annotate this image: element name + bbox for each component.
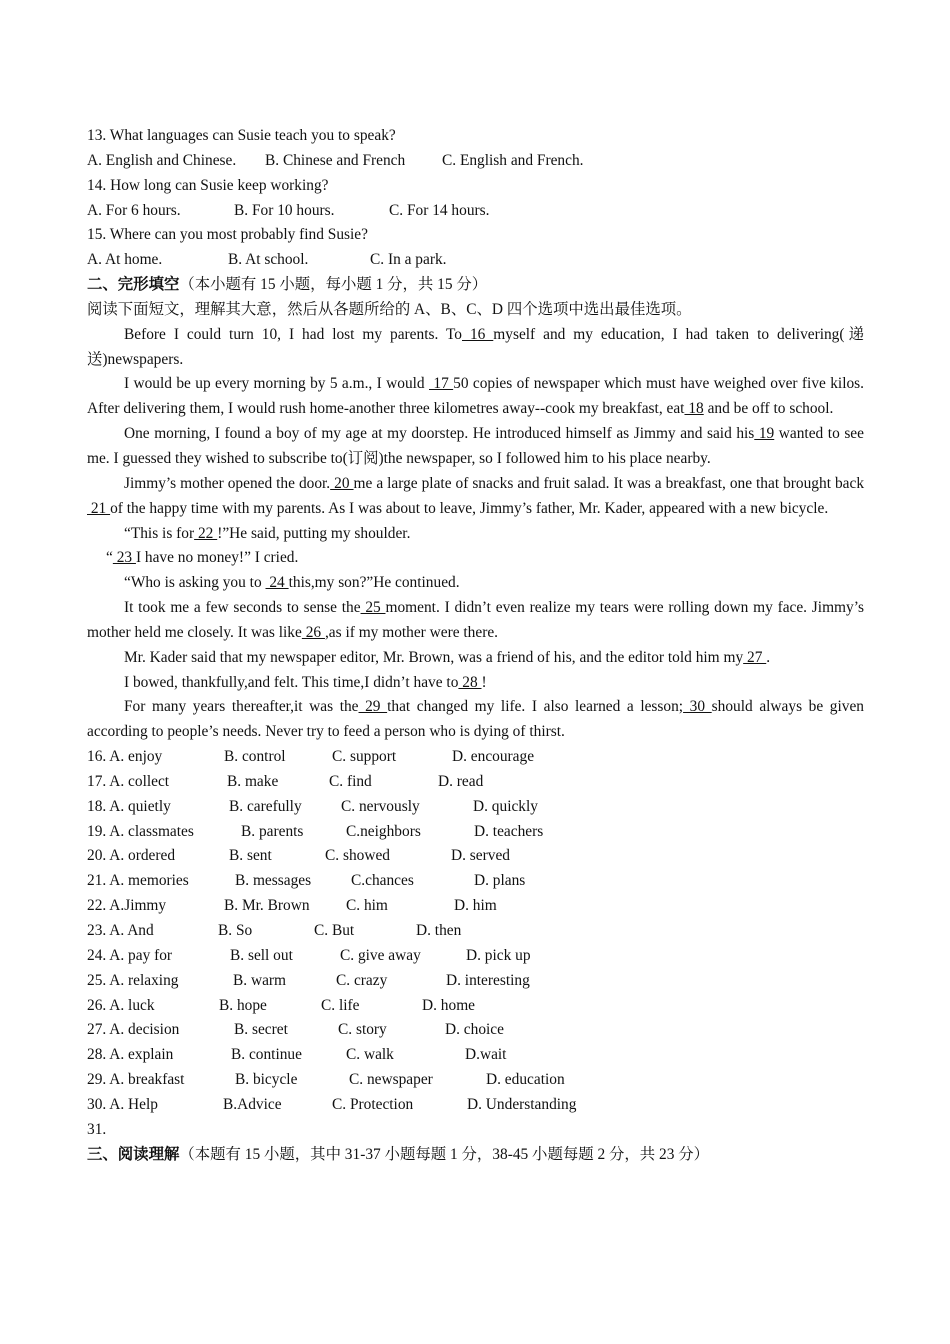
q30-option-c: C. Protection — [332, 1095, 414, 1113]
question-15-stem: 15. Where can you most probably find Susie? — [87, 226, 368, 244]
q24-option-d: D. pick up — [466, 946, 531, 964]
q25-option-b: B. warm — [233, 971, 287, 989]
section-3-note: （本题有 15 小题，其中 31-37 小题每题 1 分，38-45 小题每题 2 分，共 23 分） — [179, 1145, 710, 1163]
question-29-options — [87, 1068, 864, 1093]
question-15-options — [87, 248, 864, 273]
q26-option-c: C. life — [321, 996, 360, 1014]
q27-option-a: 27. A. decision — [87, 1021, 180, 1039]
passage-paragraph-2: I would be up every morning by 5 a.m., I would 17 50 copies of newspaper which must have weighed over five kilos. After delivering them, I would rush home-another three kilometres away--cook my breakfast, eat 18 and be off to school. — [87, 375, 864, 418]
question-17-options — [87, 770, 864, 795]
q30-option-d: D. Understanding — [467, 1095, 577, 1113]
passage-paragraph-8: It took me a few seconds to sense the 25 moment. I didn’t even realize my tears were rolling down my face. Jimmy’s mother held me closely. It was like 26 ,as if my mother were there. — [87, 599, 864, 641]
q29-option-c: C. newspaper — [349, 1071, 433, 1089]
question-21-options — [87, 869, 864, 894]
question-24-options — [87, 944, 864, 969]
question-16-options — [87, 745, 864, 770]
q28-option-d: D.wait — [465, 1046, 507, 1064]
question-18-options — [87, 795, 864, 820]
question-13-options — [87, 149, 864, 174]
q23-option-b: B. So — [218, 922, 253, 939]
blank-27: 27 — [743, 648, 767, 666]
q28-option-a: 28. A. explain — [87, 1046, 174, 1064]
section-2-heading — [87, 273, 864, 298]
question-20-options — [87, 844, 864, 869]
blank-20: 20 — [330, 474, 354, 492]
question-27-options — [87, 1018, 864, 1043]
section-3-heading — [87, 1143, 864, 1168]
q13-option-a: A. English and Chinese. — [87, 151, 237, 169]
question-31-number: 31. — [87, 1120, 107, 1138]
passage-paragraph-6: “ 23 I have no money!” I cried. — [106, 549, 299, 567]
q19-option-b: B. parents — [241, 822, 304, 840]
question-26-options — [87, 994, 864, 1019]
question-30-options — [87, 1093, 864, 1118]
q13-option-c: C. English and French. — [442, 151, 584, 169]
q26-option-d: D. home — [422, 996, 476, 1014]
question-13-stem: 13. What languages can Susie teach you to speak? — [87, 127, 396, 144]
q21-option-b: B. messages — [235, 872, 312, 890]
q29-option-b: B. bicycle — [235, 1071, 298, 1089]
question-23-options — [87, 919, 864, 944]
q27-option-d: D. choice — [445, 1021, 504, 1039]
passage-paragraph-11: For many years thereafter,it was the 29 that changed my life. I also learned a lesson; 30 should always be given according to people’s needs. Never try to feed a person who is dying of thirst. — [87, 698, 864, 741]
q26-option-a: 26. A. luck — [87, 996, 155, 1014]
q16-option-b: B. control — [224, 748, 286, 766]
q18-option-c: C. nervously — [341, 797, 420, 815]
q20-option-c: C. showed — [325, 847, 390, 865]
q30-option-b: B.Advice — [223, 1095, 282, 1113]
q25-option-d: D. interesting — [446, 971, 530, 989]
blank-17: 17 — [429, 375, 454, 393]
q27-option-c: C. story — [338, 1021, 387, 1039]
section-2-instruction: 阅读下面短文，理解其大意，然后从各题所给的 A、B、C、D 四个选项中选出最佳选项。 — [87, 300, 692, 318]
q25-option-a: 25. A. relaxing — [87, 971, 179, 989]
question-25-options — [87, 969, 864, 994]
blank-29: 29 — [358, 698, 388, 716]
q28-option-b: B. continue — [231, 1046, 302, 1064]
passage-paragraph-5: “This is for 22 !”He said, putting my shoulder. — [124, 524, 411, 542]
q21-option-c: C.chances — [351, 872, 414, 890]
section-2-note: （本小题有 15 小题，每小题 1 分，共 15 分） — [179, 276, 488, 294]
q24-option-a: 24. A. pay for — [87, 946, 173, 964]
q18-option-d: D. quickly — [473, 797, 538, 815]
q23-option-d: D. then — [416, 922, 462, 939]
q18-option-b: B. carefully — [229, 797, 302, 815]
q25-option-c: C. crazy — [336, 971, 388, 989]
q14-option-c: C. For 14 hours. — [389, 201, 490, 219]
q17-option-d: D. read — [438, 772, 484, 790]
blank-30: 30 — [683, 698, 712, 716]
answer-options-list — [87, 745, 864, 1118]
question-22-options — [87, 894, 864, 919]
document-page — [87, 124, 864, 1167]
passage-paragraph-10: I bowed, thankfully,and felt. This time,I didn’t have to 28 ! — [124, 673, 487, 691]
q16-option-d: D. encourage — [452, 748, 535, 766]
section-2-title: 二、完形填空 — [87, 276, 180, 294]
passage-paragraph-4: Jimmy’s mother opened the door. 20 me a large plate of snacks and fruit salad. It was a breakfast, one that brought back 21 of the happy time with my parents. As I was about to leave, Jimmy’s father, Mr. Kader, appeared with a new bicycle. — [87, 474, 865, 517]
blank-26: 26 — [301, 623, 325, 641]
q18-option-a: 18. A. quietly — [87, 797, 171, 815]
q20-option-b: B. sent — [229, 847, 272, 865]
blank-22: 22 — [194, 524, 218, 542]
q28-option-c: C. walk — [346, 1046, 394, 1064]
section-3-title: 三、阅读理解 — [87, 1145, 180, 1163]
q29-option-a: 29. A. breakfast — [87, 1071, 185, 1089]
question-14-stem: 14. How long can Susie keep working? — [87, 176, 329, 194]
q19-option-a: 19. A. classmates — [87, 822, 194, 840]
q22-option-c: C. him — [346, 897, 388, 915]
q13-option-b: B. Chinese and French — [265, 151, 406, 169]
q27-option-b: B. secret — [234, 1021, 288, 1039]
q21-option-d: D. plans — [474, 872, 526, 890]
q22-option-b: B. Mr. Brown — [224, 897, 310, 915]
blank-19: 19 — [754, 425, 775, 443]
q20-option-a: 20. A. ordered — [87, 847, 176, 865]
blank-16: 16 — [462, 325, 494, 343]
blank-24: 24 — [265, 574, 289, 592]
q19-option-d: D. teachers — [474, 822, 544, 840]
q22-option-a: 22. A.Jimmy — [87, 897, 167, 915]
passage-paragraph-9: Mr. Kader said that my newspaper editor, Mr. Brown, was a friend of his, and the editor told him my 27 . — [124, 648, 771, 666]
passage-paragraph-7: “Who is asking you to 24 this,my son?”He continued. — [124, 574, 460, 592]
q22-option-d: D. him — [454, 897, 497, 915]
q16-option-c: C. support — [332, 748, 397, 766]
q19-option-c: C.neighbors — [346, 822, 421, 840]
passage-paragraph-3: One morning, I found a boy of my age at my doorstep. He introduced himself as Jimmy and said his 19 wanted to see me. I guessed they wished to subscribe to(订阅)the newspaper, so I followed him to his place nearby. — [87, 425, 864, 467]
q24-option-b: B. sell out — [230, 946, 293, 964]
question-19-options — [87, 820, 864, 845]
q23-option-a: 23. A. And — [87, 922, 154, 939]
question-28-options — [87, 1043, 864, 1068]
blank-23: 23 — [112, 549, 136, 567]
q15-option-c: C. In a park. — [370, 251, 447, 269]
q17-option-b: B. make — [227, 772, 279, 790]
q26-option-b: B. hope — [219, 996, 267, 1014]
q14-option-b: B. For 10 hours. — [234, 201, 335, 219]
blank-18: 18 — [684, 400, 704, 418]
q16-option-a: 16. A. enjoy — [87, 748, 163, 766]
q29-option-d: D. education — [486, 1071, 565, 1089]
q17-option-a: 17. A. collect — [87, 772, 170, 790]
q30-option-a: 30. A. Help — [87, 1095, 158, 1113]
q21-option-a: 21. A. memories — [87, 872, 189, 890]
question-14-options — [87, 199, 864, 224]
blank-28: 28 — [458, 673, 482, 691]
q24-option-c: C. give away — [340, 946, 421, 964]
q14-option-a: A. For 6 hours. — [87, 201, 181, 219]
q23-option-c: C. But — [314, 922, 355, 939]
q17-option-c: C. find — [329, 772, 372, 790]
q15-option-a: A. At home. — [87, 251, 163, 269]
blank-21: 21 — [87, 499, 111, 517]
blank-25: 25 — [360, 599, 386, 617]
q15-option-b: B. At school. — [228, 251, 309, 269]
q20-option-d: D. served — [451, 847, 510, 865]
passage-paragraph-1: Before I could turn 10, I had lost my parents. To 16 myself and my education, I had taken to delivering(递送)newspapers. — [87, 325, 864, 368]
